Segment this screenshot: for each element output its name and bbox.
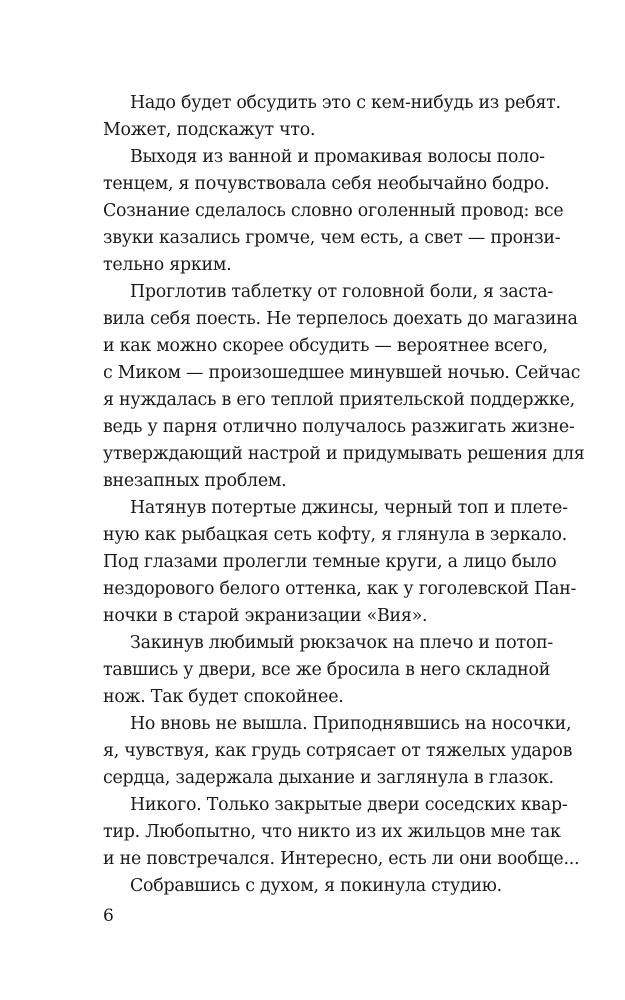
text-line: тавшись у двери, все же бросила в него складной bbox=[103, 660, 551, 680]
page-number: 6 bbox=[103, 906, 114, 926]
paragraph bbox=[103, 90, 561, 144]
text-line: Под глазами пролегли темные круги, а лицо было bbox=[103, 552, 557, 572]
paragraph bbox=[103, 873, 540, 900]
text-line: я нуждалась в его теплой приятельской поддержке, bbox=[103, 390, 575, 410]
text-line: тенцем, я почувствовала себя необычайно бодро. bbox=[103, 174, 550, 194]
text-line: утверждающий настрой и придумывать решения для bbox=[103, 444, 585, 464]
paragraph bbox=[103, 279, 585, 495]
text-line: внезапных проблем. bbox=[103, 471, 287, 491]
text-line: звуки казались громче, чем есть, а свет — пронзи- bbox=[103, 228, 561, 248]
text-line: вила себя поесть. Не терпелось доехать до магазина bbox=[103, 309, 578, 329]
body-text bbox=[103, 90, 585, 900]
text-line: тельно ярким. bbox=[103, 255, 232, 275]
text-line: сердца, задержала дыхание и заглянула в глазок. bbox=[103, 768, 554, 788]
text-line: ночки в старой экранизации «Вия». bbox=[103, 606, 428, 626]
text-line: я, чувствуя, как грудь сотрясает от тяжелых ударов bbox=[103, 741, 573, 761]
paragraph bbox=[103, 711, 573, 792]
text-line: Сознание сделалось словно оголенный провод: все bbox=[103, 201, 564, 221]
text-line: Выходя из ванной и промакивая волосы поло- bbox=[130, 147, 545, 167]
text-line: ведь у парня отлично получалось разжигать жизне- bbox=[103, 417, 575, 437]
text-line: и как можно скорее обсудить — вероятнее всего, bbox=[103, 336, 548, 356]
text-line: тир. Любопытно, что никто из их жильцов мне так bbox=[103, 822, 561, 842]
text-line: с Миком — произошедшее минувшей ночью. Сейчас bbox=[103, 363, 581, 383]
text-line: Никого. Только закрытые двери соседских квар- bbox=[130, 795, 568, 815]
paragraph bbox=[103, 495, 577, 630]
text-line: Проглотив таблетку от головной боли, я застa- bbox=[130, 282, 554, 302]
paragraph bbox=[103, 144, 564, 279]
text-line: Может, подскажут что. bbox=[103, 120, 316, 140]
paragraph bbox=[103, 792, 580, 873]
text-line: ную как рыбацкая сеть кофту, я глянула в зеркало. bbox=[103, 525, 568, 545]
text-line: Закинув любимый рюкзачок на плечо и потоп- bbox=[130, 633, 554, 653]
text-line: Но вновь не вышла. Приподнявшись на носочки, bbox=[130, 714, 572, 734]
text-line: и не повстречался. Интересно, есть ли они вообще... bbox=[103, 849, 580, 869]
text-line: Собравшись с духом, я покинула студию. bbox=[130, 876, 502, 896]
text-line: нож. Так будет спокойнее. bbox=[103, 687, 344, 707]
text-line: Надо будет обсудить это с кем-нибудь из ребят. bbox=[130, 93, 561, 113]
text-line: нездорового белого оттенка, как у гоголевской Пан- bbox=[103, 579, 577, 599]
paragraph bbox=[103, 630, 554, 711]
text-line: Натянув потертые джинсы, черный топ и плете- bbox=[130, 498, 568, 518]
